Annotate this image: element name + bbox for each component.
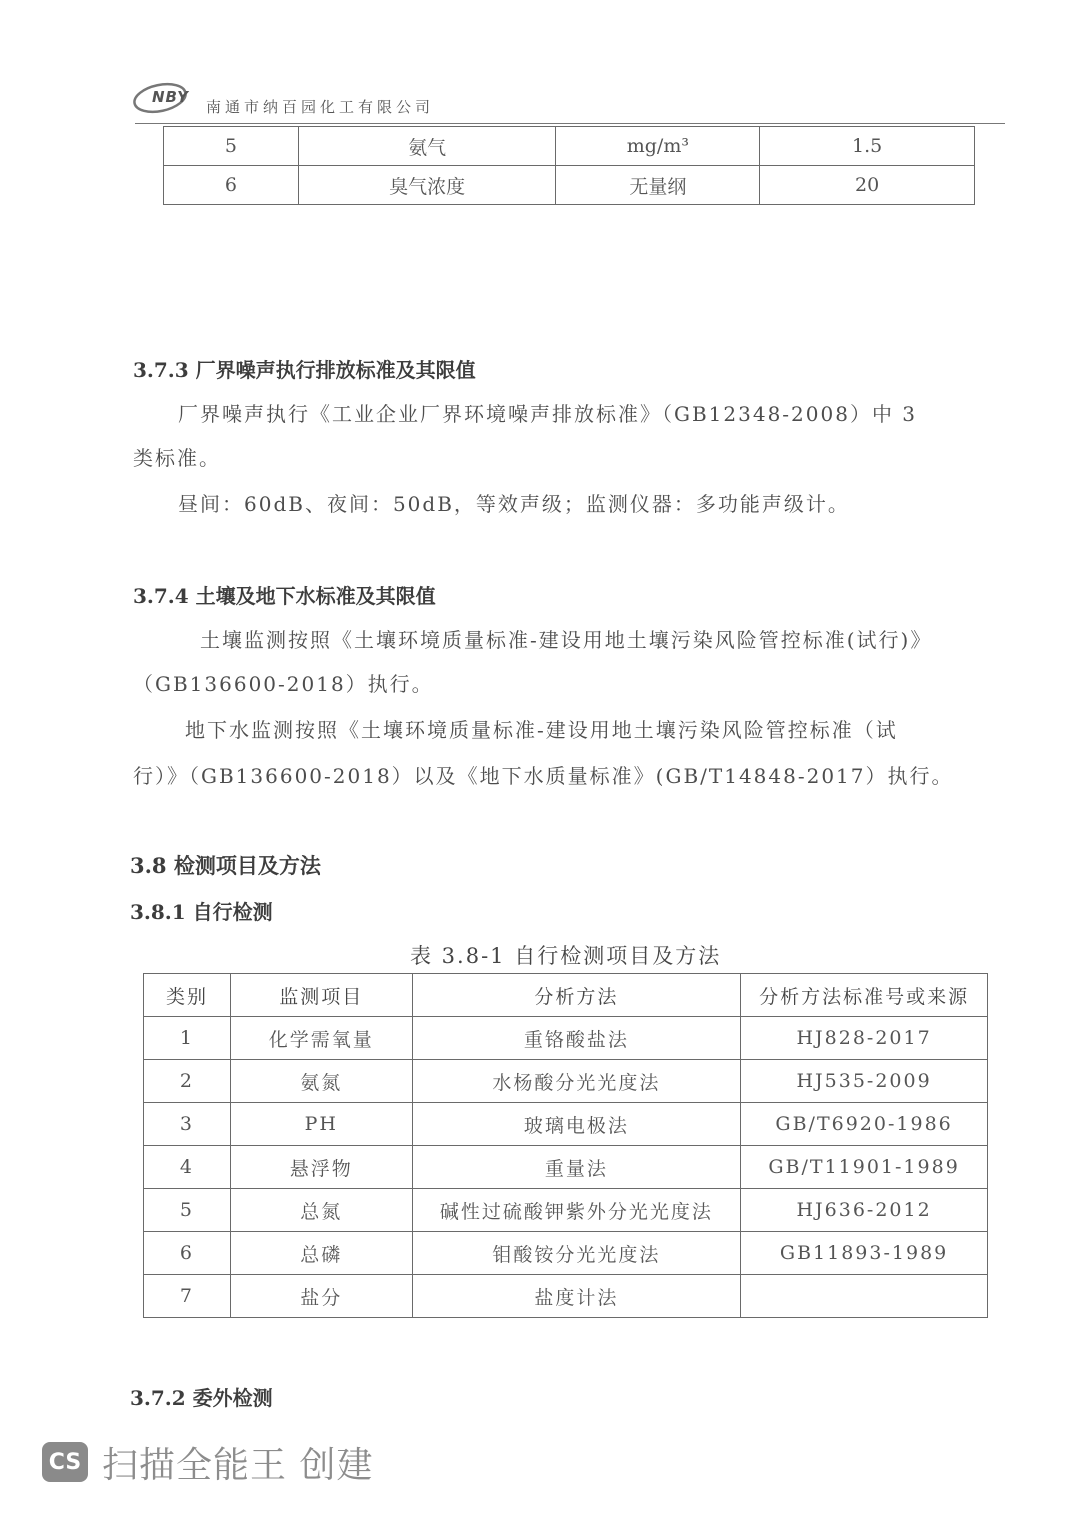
- section-heading-3-8: 3.8 检测项目及方法: [130, 853, 321, 878]
- table-cell: 钼酸铵分光光度法: [412, 1232, 741, 1275]
- header-divider: [135, 123, 1005, 124]
- watermark-text: 扫描全能王 创建: [102, 1444, 374, 1486]
- table-cell: 盐度计法: [412, 1275, 741, 1318]
- table-row: [144, 1232, 988, 1275]
- camscanner-icon: CS: [42, 1442, 88, 1482]
- scanner-watermark: [42, 1438, 373, 1486]
- table-cell: HJ828-2017: [741, 1017, 988, 1060]
- paragraph-text: 厂界噪声执行《工业企业厂界环境噪声排放标准》（GB12348-2008）中 3: [178, 402, 918, 426]
- table-row: [144, 1103, 988, 1146]
- table-cell: PH: [230, 1103, 412, 1146]
- table-row: [144, 1060, 988, 1103]
- column-header: 分析方法标准号或来源: [741, 974, 988, 1017]
- table-cell: 1.5: [760, 127, 975, 166]
- section-heading-3-7-3: 3.7.3 厂界噪声执行排放标准及其限值: [133, 358, 476, 382]
- table-cell: 5: [144, 1189, 231, 1232]
- table-cell: 玻璃电极法: [412, 1103, 741, 1146]
- table-cell: 7: [144, 1275, 231, 1318]
- section-heading-3-7-2: 3.7.2 委外检测: [130, 1386, 273, 1410]
- paragraph-text: 行）》（GB136600-2018）以及《地下水质量标准》(GB/T14848-2017）执行。: [133, 764, 954, 788]
- table-cell: 5: [164, 127, 299, 166]
- table-cell: 2: [144, 1060, 231, 1103]
- table-row: [144, 1017, 988, 1060]
- table-cell: 盐分: [230, 1275, 412, 1318]
- table-cell: HJ535-2009: [741, 1060, 988, 1103]
- table-row: [164, 127, 975, 166]
- table-cell: 6: [144, 1232, 231, 1275]
- table-cell: 1: [144, 1017, 231, 1060]
- table-cell: 臭气浓度: [298, 166, 556, 205]
- table-row: [144, 1189, 988, 1232]
- table-cell: 4: [144, 1146, 231, 1189]
- table-cell: 无量纲: [556, 166, 760, 205]
- table-cell: GB/T6920-1986: [741, 1103, 988, 1146]
- paragraph-text: 地下水监测按照《土壤环境质量标准-建设用地土壤污染风险管控标准（试: [185, 718, 898, 742]
- table-cell: HJ636-2012: [741, 1189, 988, 1232]
- table-cell: 氨气: [298, 127, 556, 166]
- table-cell: 总磷: [230, 1232, 412, 1275]
- paragraph-text: （GB136600-2018）执行。: [133, 672, 434, 696]
- table-cell: mg/m³: [556, 127, 760, 166]
- table-cell: 6: [164, 166, 299, 205]
- table-cell: 重量法: [412, 1146, 741, 1189]
- column-header: 类别: [144, 974, 231, 1017]
- column-header: 分析方法: [412, 974, 741, 1017]
- paragraph-text: 昼间：60dB、夜间：50dB，等效声级；监测仪器：多功能声级计。: [178, 492, 850, 516]
- company-logo: [130, 78, 200, 118]
- table-cell: 水杨酸分光光度法: [412, 1060, 741, 1103]
- table-cell: 氨氮: [230, 1060, 412, 1103]
- monitoring-methods-table: [143, 973, 988, 1318]
- logo-text: NBY: [152, 88, 190, 106]
- table-cell: 重铬酸盐法: [412, 1017, 741, 1060]
- table-cell: 总氮: [230, 1189, 412, 1232]
- table-cell: GB11893-1989: [741, 1232, 988, 1275]
- table-cell: 悬浮物: [230, 1146, 412, 1189]
- table-row: [144, 1146, 988, 1189]
- paragraph-text: 土壤监测按照《土壤环境质量标准-建设用地土壤污染风险管控标准(试行)》: [200, 628, 933, 652]
- section-heading-3-7-4: 3.7.4 土壤及地下水标准及其限值: [133, 584, 436, 608]
- table-cell: 化学需氧量: [230, 1017, 412, 1060]
- continued-limits-table: [163, 126, 975, 205]
- table-cell: 3: [144, 1103, 231, 1146]
- table-cell: 碱性过硫酸钾紫外分光光度法: [412, 1189, 741, 1232]
- table-row: [144, 1275, 988, 1318]
- table-row: [164, 166, 975, 205]
- table-cell: GB/T11901-1989: [741, 1146, 988, 1189]
- paragraph-text: 类标准。: [133, 446, 221, 470]
- table-cell: 20: [760, 166, 975, 205]
- table-cell: [741, 1275, 988, 1318]
- table-caption: 表 3.8-1 自行检测项目及方法: [410, 944, 722, 968]
- column-header: 监测项目: [230, 974, 412, 1017]
- company-name: 南通市纳百园化工有限公司: [206, 98, 435, 116]
- section-heading-3-8-1: 3.8.1 自行检测: [130, 900, 273, 924]
- table-header-row: [144, 974, 988, 1017]
